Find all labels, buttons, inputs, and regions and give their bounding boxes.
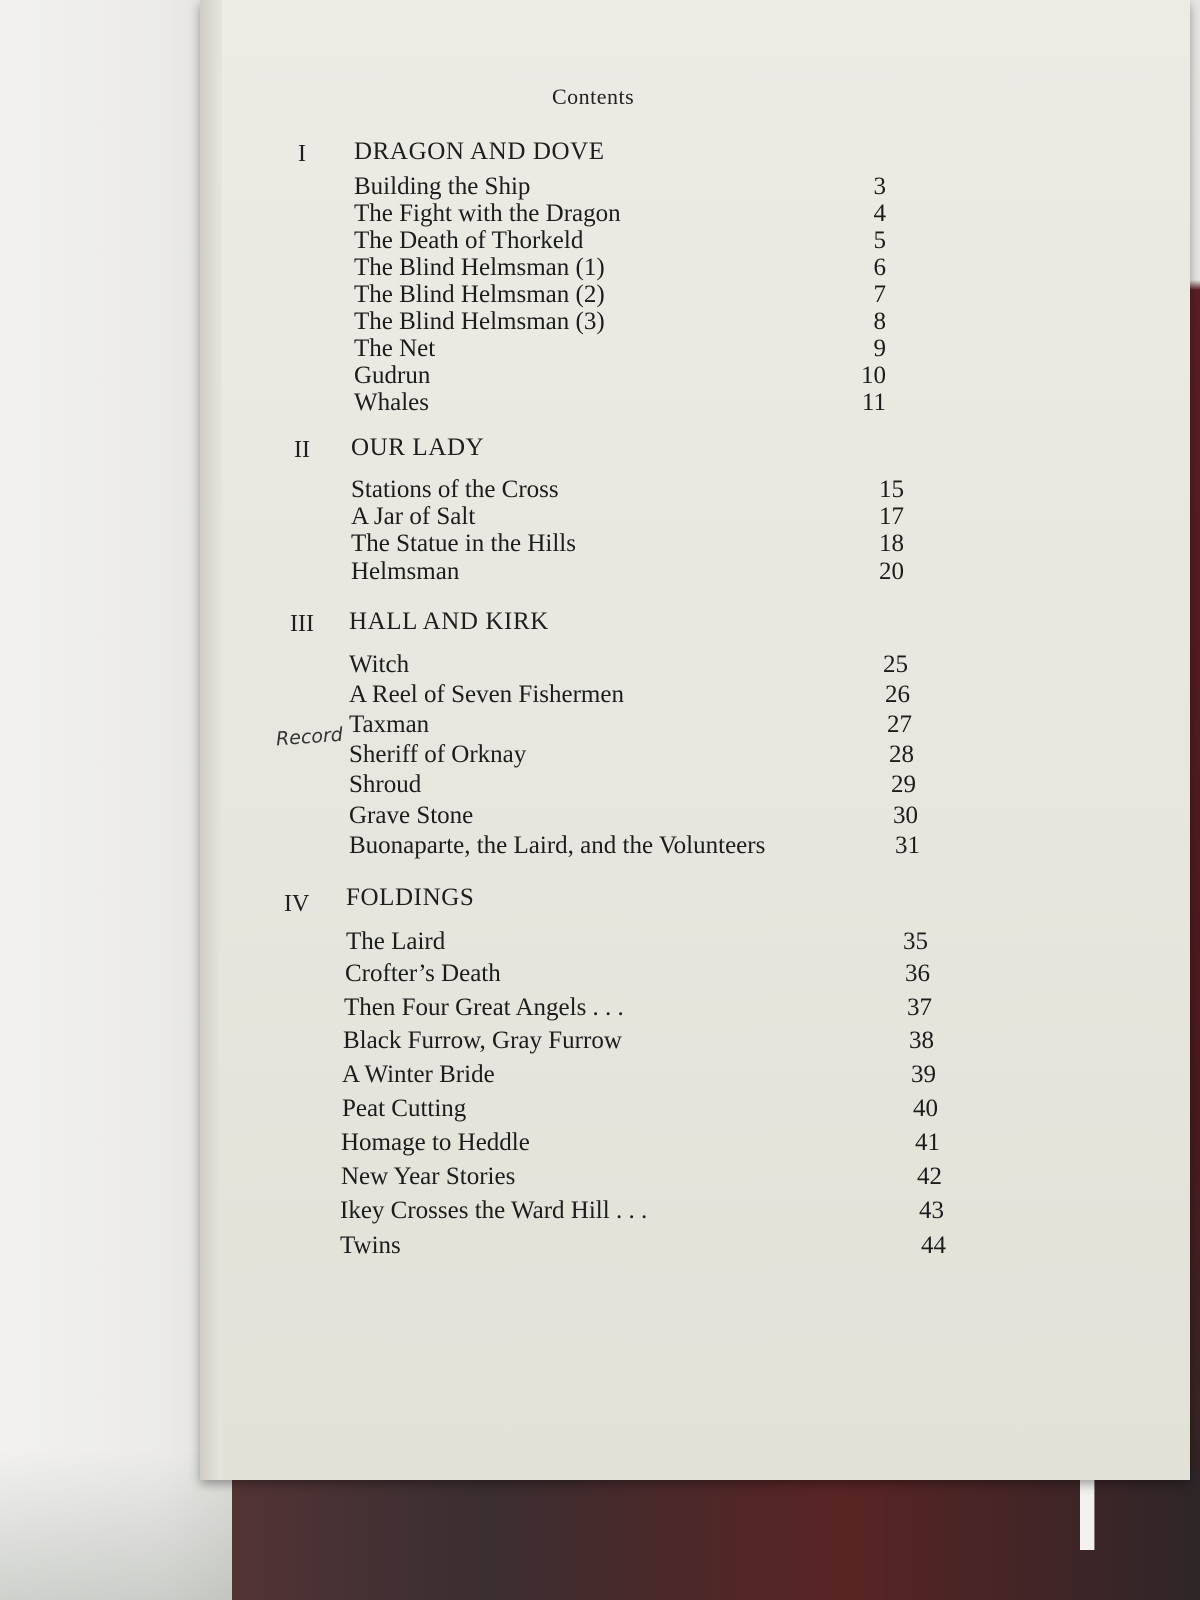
toc-entry-title: Whales	[354, 389, 429, 416]
toc-entry-title: Grave Stone	[349, 802, 474, 829]
toc-entry-page-number: 37	[907, 994, 932, 1021]
toc-entry-title: Stations of the Cross	[351, 476, 559, 503]
book-gutter	[200, 0, 222, 1480]
toc-entry-page-number: 28	[889, 741, 914, 768]
toc-entry-title: A Winter Bride	[342, 1061, 495, 1088]
toc-entry-title: New Year Stories	[341, 1163, 516, 1190]
section-title: OUR LADY	[351, 434, 485, 461]
toc-entry-title: The Fight with the Dragon	[354, 200, 621, 227]
left-page	[0, 0, 232, 1600]
toc-entry-page-number: 27	[887, 711, 912, 738]
toc-entry-page-number: 31	[895, 832, 920, 859]
handwritten-note: Record	[275, 723, 344, 751]
section-title: FOLDINGS	[346, 884, 475, 911]
section-numeral: IV	[284, 891, 310, 917]
toc-entry-title: Witch	[349, 651, 410, 678]
toc-entry-title: Twins	[340, 1232, 401, 1259]
toc-entry-title: The Net	[354, 335, 436, 362]
toc-entry-title: Taxman	[349, 711, 430, 738]
toc-entry-title: The Blind Helmsman (2)	[354, 281, 605, 308]
toc-entry-page-number: 36	[905, 960, 930, 987]
toc-entry-page-number: 17	[879, 503, 904, 530]
toc-entry-title: Building the Ship	[354, 173, 531, 200]
toc-entry-title: Crofter’s Death	[345, 960, 501, 987]
toc-entry-page-number: 29	[891, 771, 916, 798]
toc-entry-page-number: 11	[861, 389, 886, 416]
toc-entry-page-number: 40	[913, 1095, 938, 1122]
toc-entry-page-number: 20	[879, 558, 904, 585]
toc-entry-page-number: 42	[917, 1163, 942, 1190]
section-title: HALL AND KIRK	[349, 608, 549, 635]
toc-entry-title: The Death of Thorkeld	[354, 227, 584, 254]
toc-entry-page-number: 9	[873, 335, 886, 362]
toc-entry-page-number: 38	[909, 1027, 934, 1054]
toc-entry-title: Black Furrow, Gray Furrow	[343, 1027, 622, 1054]
toc-entry-page-number: 25	[883, 651, 908, 678]
toc-entry-title: Helmsman	[351, 558, 460, 585]
toc-entry-page-number: 6	[873, 254, 886, 281]
toc-entry-page-number: 10	[861, 362, 886, 389]
toc-entry-page-number: 41	[915, 1129, 940, 1156]
toc-entry-title: A Reel of Seven Fishermen	[349, 681, 624, 708]
section-title: DRAGON AND DOVE	[354, 138, 605, 165]
toc-entry-title: Then Four Great Angels . . .	[344, 994, 624, 1021]
toc-entry-title: The Blind Helmsman (1)	[354, 254, 605, 281]
section-numeral: III	[290, 611, 314, 637]
toc-entry-title: Homage to Heddle	[341, 1129, 530, 1156]
toc-entry-title: Gudrun	[354, 362, 431, 389]
section-numeral: I	[298, 141, 306, 167]
toc-entry-title: A Jar of Salt	[351, 503, 476, 530]
toc-entry-title: The Laird	[346, 928, 446, 955]
toc-entry-title: Shroud	[349, 771, 422, 798]
toc-entry-title: Ikey Crosses the Ward Hill . . .	[340, 1197, 648, 1224]
section-numeral: II	[294, 437, 310, 463]
toc-entry-title: The Blind Helmsman (3)	[354, 308, 605, 335]
left-page-shadow	[0, 1450, 232, 1600]
toc-entry-title: Buonaparte, the Laird, and the Volunteers	[349, 832, 766, 859]
toc-entry-page-number: 30	[893, 802, 918, 829]
toc-entry-page-number: 7	[873, 281, 886, 308]
toc-entry-page-number: 3	[873, 173, 886, 200]
toc-entry-title: The Statue in the Hills	[351, 530, 576, 557]
toc-entry-page-number: 26	[885, 681, 910, 708]
toc-entry-page-number: 35	[903, 928, 928, 955]
toc-entry-page-number: 15	[879, 476, 904, 503]
toc-entry-title: Sheriff of Orknay	[349, 741, 527, 768]
toc-entry-page-number: 18	[879, 530, 904, 557]
toc-entry-page-number: 8	[873, 308, 886, 335]
toc-entry-page-number: 5	[873, 227, 886, 254]
toc-entry-page-number: 44	[921, 1232, 946, 1259]
toc-entry-page-number: 4	[873, 200, 886, 227]
page-title: Contents	[552, 84, 635, 109]
toc-entry-page-number: 39	[911, 1061, 936, 1088]
toc-entry-title: Peat Cutting	[342, 1095, 467, 1122]
toc-entry-page-number: 43	[919, 1197, 944, 1224]
